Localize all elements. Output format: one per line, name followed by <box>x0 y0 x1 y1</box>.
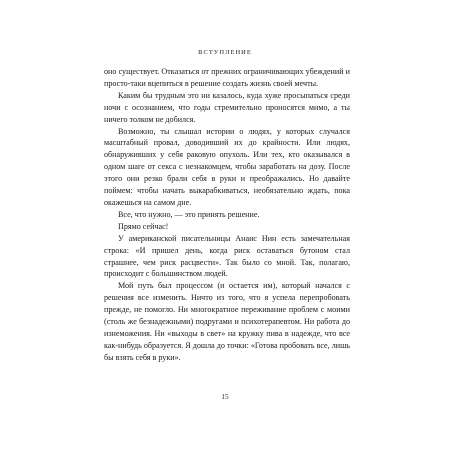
paragraph: У американской писательницы Анаис Нин есть замечательная строка: «И пришел день, когда риск оставаться бутоном стал страшнее, чем риск расцвести». Так было со мной. Так, полагаю, происходит с большинством людей. <box>104 233 350 279</box>
paragraph: Мой путь был процессом (и остается им), который начался с решения все изменить. Ничто из того, что я успела перепробовать прежде, не помогло. Ни многократное переживание проблем с моими (столь же безнадежными) подругами и психотерапевтом. Ни работа до изнеможения. Ни «выходы в свет» на кружку пива в надежде, что все как-нибудь образуется. Я дошла до точки: «Готова пробовать все, лишь бы взять себя в руки». <box>104 281 350 362</box>
paragraph: оно существует. Отказаться от прежних ограничивающих убеждений и просто-таки вцепиться в решение создать жизнь своей мечты. <box>104 67 350 88</box>
page-number: 15 <box>221 392 229 401</box>
paragraph: Каким бы трудным это ни казалось, куда хуже просыпаться среди ночи с осознанием, что годы стремительно проносятся мимо, а ты ничего толком не добился. <box>104 90 350 124</box>
chapter-header: ВСТУПЛЕНИЕ <box>198 49 252 56</box>
paragraph: Прямо сейчас! <box>118 221 169 231</box>
paragraph: Возможно, ты слышал истории о людях, у которых случался масштабный провал, доводивший их до крайности. Или людях, обнаруживших у себя раковую опухоль. Или тех, кто оказывался в одном шаге от секса с незнакомцем, чтобы заработать на дозу. После этого они резко брали себя в руки и преображались. Но давайте поймем: чтобы начать выкарабкиваться, необязательно ждать, пока окажешься на самом дне. <box>104 126 350 207</box>
body-text <box>104 66 350 364</box>
paragraph: Все, что нужно, — это принять решение. <box>118 209 260 219</box>
